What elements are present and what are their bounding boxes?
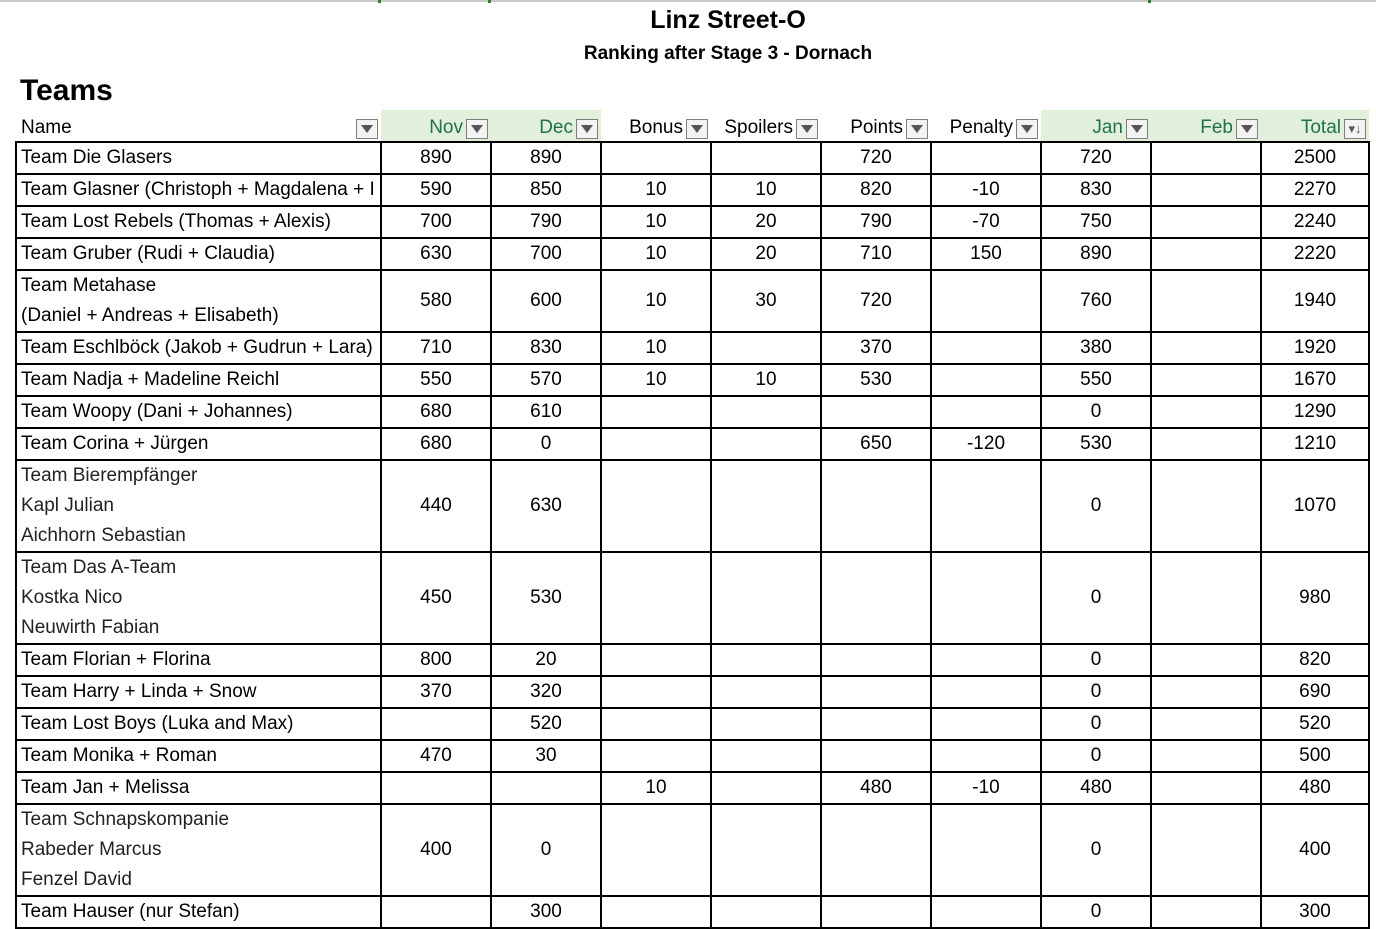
total-cell[interactable]: 690 (1261, 676, 1369, 708)
points-cell[interactable]: 370 (821, 332, 931, 364)
total-cell[interactable]: 980 (1261, 552, 1369, 644)
table-row (16, 772, 1369, 804)
column-header-bonus (601, 110, 711, 142)
team-name-line: Aichhorn Sebastian (21, 525, 186, 546)
chevron-down-icon (911, 125, 923, 133)
team-name-line: Team Metahase (21, 275, 157, 296)
table-row (16, 238, 1369, 270)
header-row (16, 110, 1369, 142)
nov-cell[interactable]: 440 (381, 460, 491, 552)
nov-cell[interactable]: 370 (381, 676, 491, 708)
team-name-cell[interactable] (16, 332, 381, 364)
column-marker (1148, 0, 1151, 3)
team-name-line: (Daniel + Andreas + Elisabeth) (21, 305, 279, 326)
chevron-down-icon (801, 125, 813, 133)
team-name-cell[interactable] (16, 396, 381, 428)
dec-cell[interactable]: 790 (491, 206, 601, 238)
points-cell[interactable]: 710 (821, 238, 931, 270)
nov-cell[interactable]: 710 (381, 332, 491, 364)
penalty-cell[interactable] (931, 460, 1041, 552)
spoilers-cell[interactable] (711, 332, 821, 364)
dec-cell[interactable]: 830 (491, 332, 601, 364)
team-name-cell[interactable] (16, 644, 381, 676)
total-cell[interactable]: 2240 (1261, 206, 1369, 238)
nov-cell[interactable]: 800 (381, 644, 491, 676)
team-name-cell[interactable] (16, 238, 381, 270)
points-cell[interactable]: 480 (821, 772, 931, 804)
team-name-line: Team Monika + Roman (21, 745, 217, 766)
bonus-cell[interactable]: 10 (601, 270, 711, 332)
column-header-label: Penalty (949, 117, 1013, 138)
column-header-label: Name (21, 117, 72, 138)
dec-cell[interactable]: 300 (491, 896, 601, 928)
dec-cell[interactable]: 630 (491, 460, 601, 552)
points-cell[interactable] (821, 396, 931, 428)
nov-cell[interactable]: 700 (381, 206, 491, 238)
feb-cell[interactable] (1151, 676, 1261, 708)
jan-cell[interactable]: 720 (1041, 142, 1151, 174)
total-cell[interactable]: 300 (1261, 896, 1369, 928)
jan-cell[interactable]: 760 (1041, 270, 1151, 332)
bonus-cell[interactable] (601, 804, 711, 896)
spoilers-cell[interactable]: 10 (711, 174, 821, 206)
bonus-cell[interactable]: 10 (601, 332, 711, 364)
feb-cell[interactable] (1151, 552, 1261, 644)
team-name-cell[interactable] (16, 174, 381, 206)
penalty-cell[interactable] (931, 708, 1041, 740)
table-row (16, 708, 1369, 740)
jan-cell[interactable]: 830 (1041, 174, 1151, 206)
spoilers-cell[interactable] (711, 804, 821, 896)
sort-filter-dropdown-icon[interactable]: ▾↓ (1344, 119, 1366, 139)
table-row (16, 460, 1369, 552)
dec-cell[interactable]: 890 (491, 142, 601, 174)
penalty-cell[interactable]: -10 (931, 174, 1041, 206)
filter-dropdown-icon[interactable] (576, 119, 598, 139)
team-name-cell[interactable] (16, 142, 381, 174)
feb-cell[interactable] (1151, 142, 1261, 174)
team-name-cell[interactable] (16, 740, 381, 772)
feb-cell[interactable] (1151, 896, 1261, 928)
filter-dropdown-icon[interactable] (796, 119, 818, 139)
feb-cell[interactable] (1151, 396, 1261, 428)
column-marker (378, 0, 381, 3)
penalty-cell[interactable] (931, 142, 1041, 174)
penalty-cell[interactable] (931, 676, 1041, 708)
teams-table (15, 110, 1370, 929)
chevron-down-icon (1131, 125, 1143, 133)
bonus-cell[interactable] (601, 460, 711, 552)
jan-cell[interactable]: 480 (1041, 772, 1151, 804)
filter-dropdown-icon[interactable] (356, 119, 378, 139)
spoilers-cell[interactable] (711, 676, 821, 708)
team-name-line: Team Lost Rebels (Thomas + Alexis) (21, 211, 331, 232)
feb-cell[interactable] (1151, 428, 1261, 460)
total-cell[interactable]: 1210 (1261, 428, 1369, 460)
jan-cell[interactable]: 750 (1041, 206, 1151, 238)
dec-cell[interactable]: 0 (491, 804, 601, 896)
spoilers-cell[interactable]: 10 (711, 364, 821, 396)
team-name-line: Team Gruber (Rudi + Claudia) (21, 243, 275, 264)
bonus-cell[interactable] (601, 552, 711, 644)
team-name-line: Team Schnapskompanie (21, 809, 230, 830)
bonus-cell[interactable] (601, 896, 711, 928)
penalty-cell[interactable] (931, 644, 1041, 676)
bonus-cell[interactable]: 10 (601, 174, 711, 206)
dec-cell[interactable]: 530 (491, 552, 601, 644)
spoilers-cell[interactable] (711, 552, 821, 644)
team-name-line: Neuwirth Fabian (21, 617, 160, 638)
penalty-cell[interactable]: -10 (931, 772, 1041, 804)
feb-cell[interactable] (1151, 772, 1261, 804)
feb-cell[interactable] (1151, 644, 1261, 676)
penalty-cell[interactable]: -70 (931, 206, 1041, 238)
spoilers-cell[interactable] (711, 896, 821, 928)
dec-cell[interactable] (491, 772, 601, 804)
feb-cell[interactable] (1151, 270, 1261, 332)
nov-cell[interactable]: 400 (381, 804, 491, 896)
feb-cell[interactable] (1151, 364, 1261, 396)
column-header-nov (381, 110, 491, 142)
dec-cell[interactable]: 30 (491, 740, 601, 772)
penalty-cell[interactable] (931, 364, 1041, 396)
spoilers-cell[interactable] (711, 428, 821, 460)
spoilers-cell[interactable]: 30 (711, 270, 821, 332)
penalty-cell[interactable] (931, 896, 1041, 928)
jan-cell[interactable]: 0 (1041, 676, 1151, 708)
dec-cell[interactable]: 610 (491, 396, 601, 428)
team-name-line: Team Bierempfänger (21, 465, 198, 486)
team-name-line: Team Nadja + Madeline Reichl (21, 369, 280, 390)
nov-cell[interactable]: 580 (381, 270, 491, 332)
nov-cell[interactable]: 590 (381, 174, 491, 206)
spoilers-cell[interactable]: 20 (711, 238, 821, 270)
nov-cell[interactable]: 450 (381, 552, 491, 644)
column-header-label: Nov (429, 117, 463, 138)
bonus-cell[interactable]: 10 (601, 364, 711, 396)
team-name-cell[interactable] (16, 804, 381, 896)
jan-cell[interactable]: 0 (1041, 644, 1151, 676)
table-row (16, 396, 1369, 428)
total-cell[interactable]: 1670 (1261, 364, 1369, 396)
team-name-cell[interactable] (16, 364, 381, 396)
nov-cell[interactable] (381, 896, 491, 928)
penalty-cell[interactable] (931, 740, 1041, 772)
spoilers-cell[interactable]: 20 (711, 206, 821, 238)
jan-cell[interactable]: 0 (1041, 396, 1151, 428)
page-title: Linz Street-O (650, 6, 806, 34)
table-row (16, 676, 1369, 708)
dec-cell[interactable]: 570 (491, 364, 601, 396)
bonus-cell[interactable] (601, 428, 711, 460)
team-name-cell[interactable] (16, 552, 381, 644)
nov-cell[interactable]: 630 (381, 238, 491, 270)
column-header-label: Points (850, 117, 903, 138)
dec-cell[interactable]: 520 (491, 708, 601, 740)
nov-cell[interactable] (381, 772, 491, 804)
dec-cell[interactable]: 20 (491, 644, 601, 676)
column-header-penalty (931, 110, 1041, 142)
feb-cell[interactable] (1151, 174, 1261, 206)
total-cell[interactable]: 2270 (1261, 174, 1369, 206)
filter-dropdown-icon[interactable] (466, 119, 488, 139)
filter-dropdown-icon[interactable] (686, 119, 708, 139)
nov-cell[interactable]: 470 (381, 740, 491, 772)
bonus-cell[interactable]: 10 (601, 238, 711, 270)
team-name-line: Team Eschlböck (Jakob + Gudrun + Lara) (21, 337, 373, 358)
spoilers-cell[interactable] (711, 142, 821, 174)
total-cell[interactable]: 500 (1261, 740, 1369, 772)
team-name-line: Team Corina + Jürgen (21, 433, 209, 454)
nov-cell[interactable]: 890 (381, 142, 491, 174)
points-cell[interactable] (821, 460, 931, 552)
dec-cell[interactable]: 850 (491, 174, 601, 206)
points-cell[interactable]: 790 (821, 206, 931, 238)
spoilers-cell[interactable] (711, 644, 821, 676)
bonus-cell[interactable]: 10 (601, 206, 711, 238)
penalty-cell[interactable] (931, 804, 1041, 896)
column-header-label: Bonus (629, 117, 683, 138)
total-cell[interactable]: 1070 (1261, 460, 1369, 552)
feb-cell[interactable] (1151, 708, 1261, 740)
feb-cell[interactable] (1151, 804, 1261, 896)
team-name-cell[interactable] (16, 772, 381, 804)
total-cell[interactable]: 820 (1261, 644, 1369, 676)
jan-cell[interactable]: 0 (1041, 896, 1151, 928)
nov-cell[interactable] (381, 708, 491, 740)
column-header-label: Jan (1092, 117, 1123, 138)
jan-cell[interactable]: 380 (1041, 332, 1151, 364)
jan-cell[interactable]: 0 (1041, 740, 1151, 772)
spoilers-cell[interactable] (711, 460, 821, 552)
team-name-cell[interactable] (16, 896, 381, 928)
team-name-line: Team Jan + Melissa (21, 777, 190, 798)
total-cell[interactable]: 1920 (1261, 332, 1369, 364)
team-name-line: Team Das A-Team (21, 557, 177, 578)
column-header-spoilers (711, 110, 821, 142)
column-header-label: Spoilers (724, 117, 793, 138)
points-cell[interactable]: 720 (821, 270, 931, 332)
spoilers-cell[interactable] (711, 772, 821, 804)
table-row (16, 740, 1369, 772)
points-cell[interactable] (821, 896, 931, 928)
table-row (16, 552, 1369, 644)
dec-cell[interactable]: 700 (491, 238, 601, 270)
team-name-cell[interactable] (16, 676, 381, 708)
bonus-cell[interactable] (601, 142, 711, 174)
dec-cell[interactable]: 600 (491, 270, 601, 332)
chevron-down-icon (1021, 125, 1033, 133)
dec-cell[interactable]: 0 (491, 428, 601, 460)
team-name-line: Team Florian + Florina (21, 649, 211, 670)
team-name-cell[interactable] (16, 708, 381, 740)
bonus-cell[interactable]: 10 (601, 772, 711, 804)
total-cell[interactable]: 480 (1261, 772, 1369, 804)
chevron-down-icon (471, 125, 483, 133)
column-header-jan (1041, 110, 1151, 142)
column-header-label: Feb (1200, 117, 1233, 138)
table-row (16, 364, 1369, 396)
table-row (16, 142, 1369, 174)
points-cell[interactable]: 650 (821, 428, 931, 460)
page-subtitle: Ranking after Stage 3 - Dornach (583, 43, 873, 64)
feb-cell[interactable] (1151, 740, 1261, 772)
penalty-cell[interactable] (931, 552, 1041, 644)
column-header-name (16, 110, 381, 142)
team-name-line: Team Die Glasers (21, 147, 172, 168)
bonus-cell[interactable] (601, 396, 711, 428)
chevron-down-icon (691, 125, 703, 133)
filter-dropdown-icon[interactable] (1126, 119, 1148, 139)
total-cell[interactable]: 400 (1261, 804, 1369, 896)
points-cell[interactable] (821, 740, 931, 772)
jan-cell[interactable]: 0 (1041, 460, 1151, 552)
feb-cell[interactable] (1151, 206, 1261, 238)
points-cell[interactable] (821, 804, 931, 896)
table-row (16, 896, 1369, 928)
penalty-cell[interactable]: -120 (931, 428, 1041, 460)
team-name-line: Kostka Nico (21, 587, 123, 608)
total-cell[interactable]: 1940 (1261, 270, 1369, 332)
jan-cell[interactable]: 0 (1041, 708, 1151, 740)
total-cell[interactable]: 2220 (1261, 238, 1369, 270)
column-header-label: Dec (539, 117, 573, 138)
total-cell[interactable]: 1290 (1261, 396, 1369, 428)
penalty-cell[interactable] (931, 396, 1041, 428)
jan-cell[interactable]: 0 (1041, 804, 1151, 896)
spoilers-cell[interactable] (711, 740, 821, 772)
team-name-cell[interactable] (16, 460, 381, 552)
spoilers-cell[interactable] (711, 396, 821, 428)
jan-cell[interactable]: 0 (1041, 552, 1151, 644)
table-row (16, 804, 1369, 896)
bonus-cell[interactable] (601, 708, 711, 740)
table-row (16, 428, 1369, 460)
nov-cell[interactable]: 680 (381, 396, 491, 428)
points-cell[interactable]: 530 (821, 364, 931, 396)
filter-dropdown-icon[interactable] (906, 119, 928, 139)
bonus-cell[interactable] (601, 740, 711, 772)
feb-cell[interactable] (1151, 460, 1261, 552)
points-cell[interactable] (821, 708, 931, 740)
bonus-cell[interactable] (601, 676, 711, 708)
points-cell[interactable] (821, 644, 931, 676)
section-heading: Teams (20, 74, 113, 107)
filter-dropdown-icon[interactable] (1016, 119, 1038, 139)
points-cell[interactable]: 820 (821, 174, 931, 206)
team-name-cell[interactable] (16, 206, 381, 238)
nov-cell[interactable]: 680 (381, 428, 491, 460)
jan-cell[interactable]: 530 (1041, 428, 1151, 460)
points-cell[interactable] (821, 676, 931, 708)
feb-cell[interactable] (1151, 332, 1261, 364)
jan-cell[interactable]: 550 (1041, 364, 1151, 396)
column-header-feb (1151, 110, 1261, 142)
dec-cell[interactable]: 320 (491, 676, 601, 708)
column-header-dec (491, 110, 601, 142)
team-name-line: Team Harry + Linda + Snow (21, 681, 257, 702)
table-row (16, 270, 1369, 332)
table-row (16, 644, 1369, 676)
table-body (16, 142, 1369, 928)
total-cell[interactable]: 2500 (1261, 142, 1369, 174)
penalty-cell[interactable] (931, 332, 1041, 364)
filter-dropdown-icon[interactable] (1236, 119, 1258, 139)
sheet-top-border (0, 0, 1376, 2)
points-cell[interactable] (821, 552, 931, 644)
penalty-cell[interactable] (931, 270, 1041, 332)
team-name-line: Team Glasner (Christoph + Magdalena + I (21, 179, 375, 200)
chevron-down-icon (581, 125, 593, 133)
total-cell[interactable]: 520 (1261, 708, 1369, 740)
table-row (16, 206, 1369, 238)
bonus-cell[interactable] (601, 644, 711, 676)
table-row (16, 332, 1369, 364)
chevron-down-icon (361, 125, 373, 133)
spoilers-cell[interactable] (711, 708, 821, 740)
team-name-line: Rabeder Marcus (21, 839, 162, 860)
team-name-line: Fenzel David (21, 869, 132, 890)
points-cell[interactable]: 720 (821, 142, 931, 174)
column-header-points (821, 110, 931, 142)
team-name-cell[interactable] (16, 428, 381, 460)
nov-cell[interactable]: 550 (381, 364, 491, 396)
column-marker (488, 0, 491, 3)
team-name-cell[interactable] (16, 270, 381, 332)
team-name-line: Kapl Julian (21, 495, 114, 516)
table-row (16, 174, 1369, 206)
penalty-cell[interactable]: 150 (931, 238, 1041, 270)
column-header-total (1261, 110, 1369, 142)
feb-cell[interactable] (1151, 238, 1261, 270)
chevron-down-icon (1241, 125, 1253, 133)
column-header-label: Total (1300, 117, 1341, 138)
team-name-line: Team Lost Boys (Luka and Max) (21, 713, 294, 734)
team-name-line: Team Woopy (Dani + Johannes) (21, 401, 293, 422)
team-name-line: Team Hauser (nur Stefan) (21, 901, 240, 922)
jan-cell[interactable]: 890 (1041, 238, 1151, 270)
